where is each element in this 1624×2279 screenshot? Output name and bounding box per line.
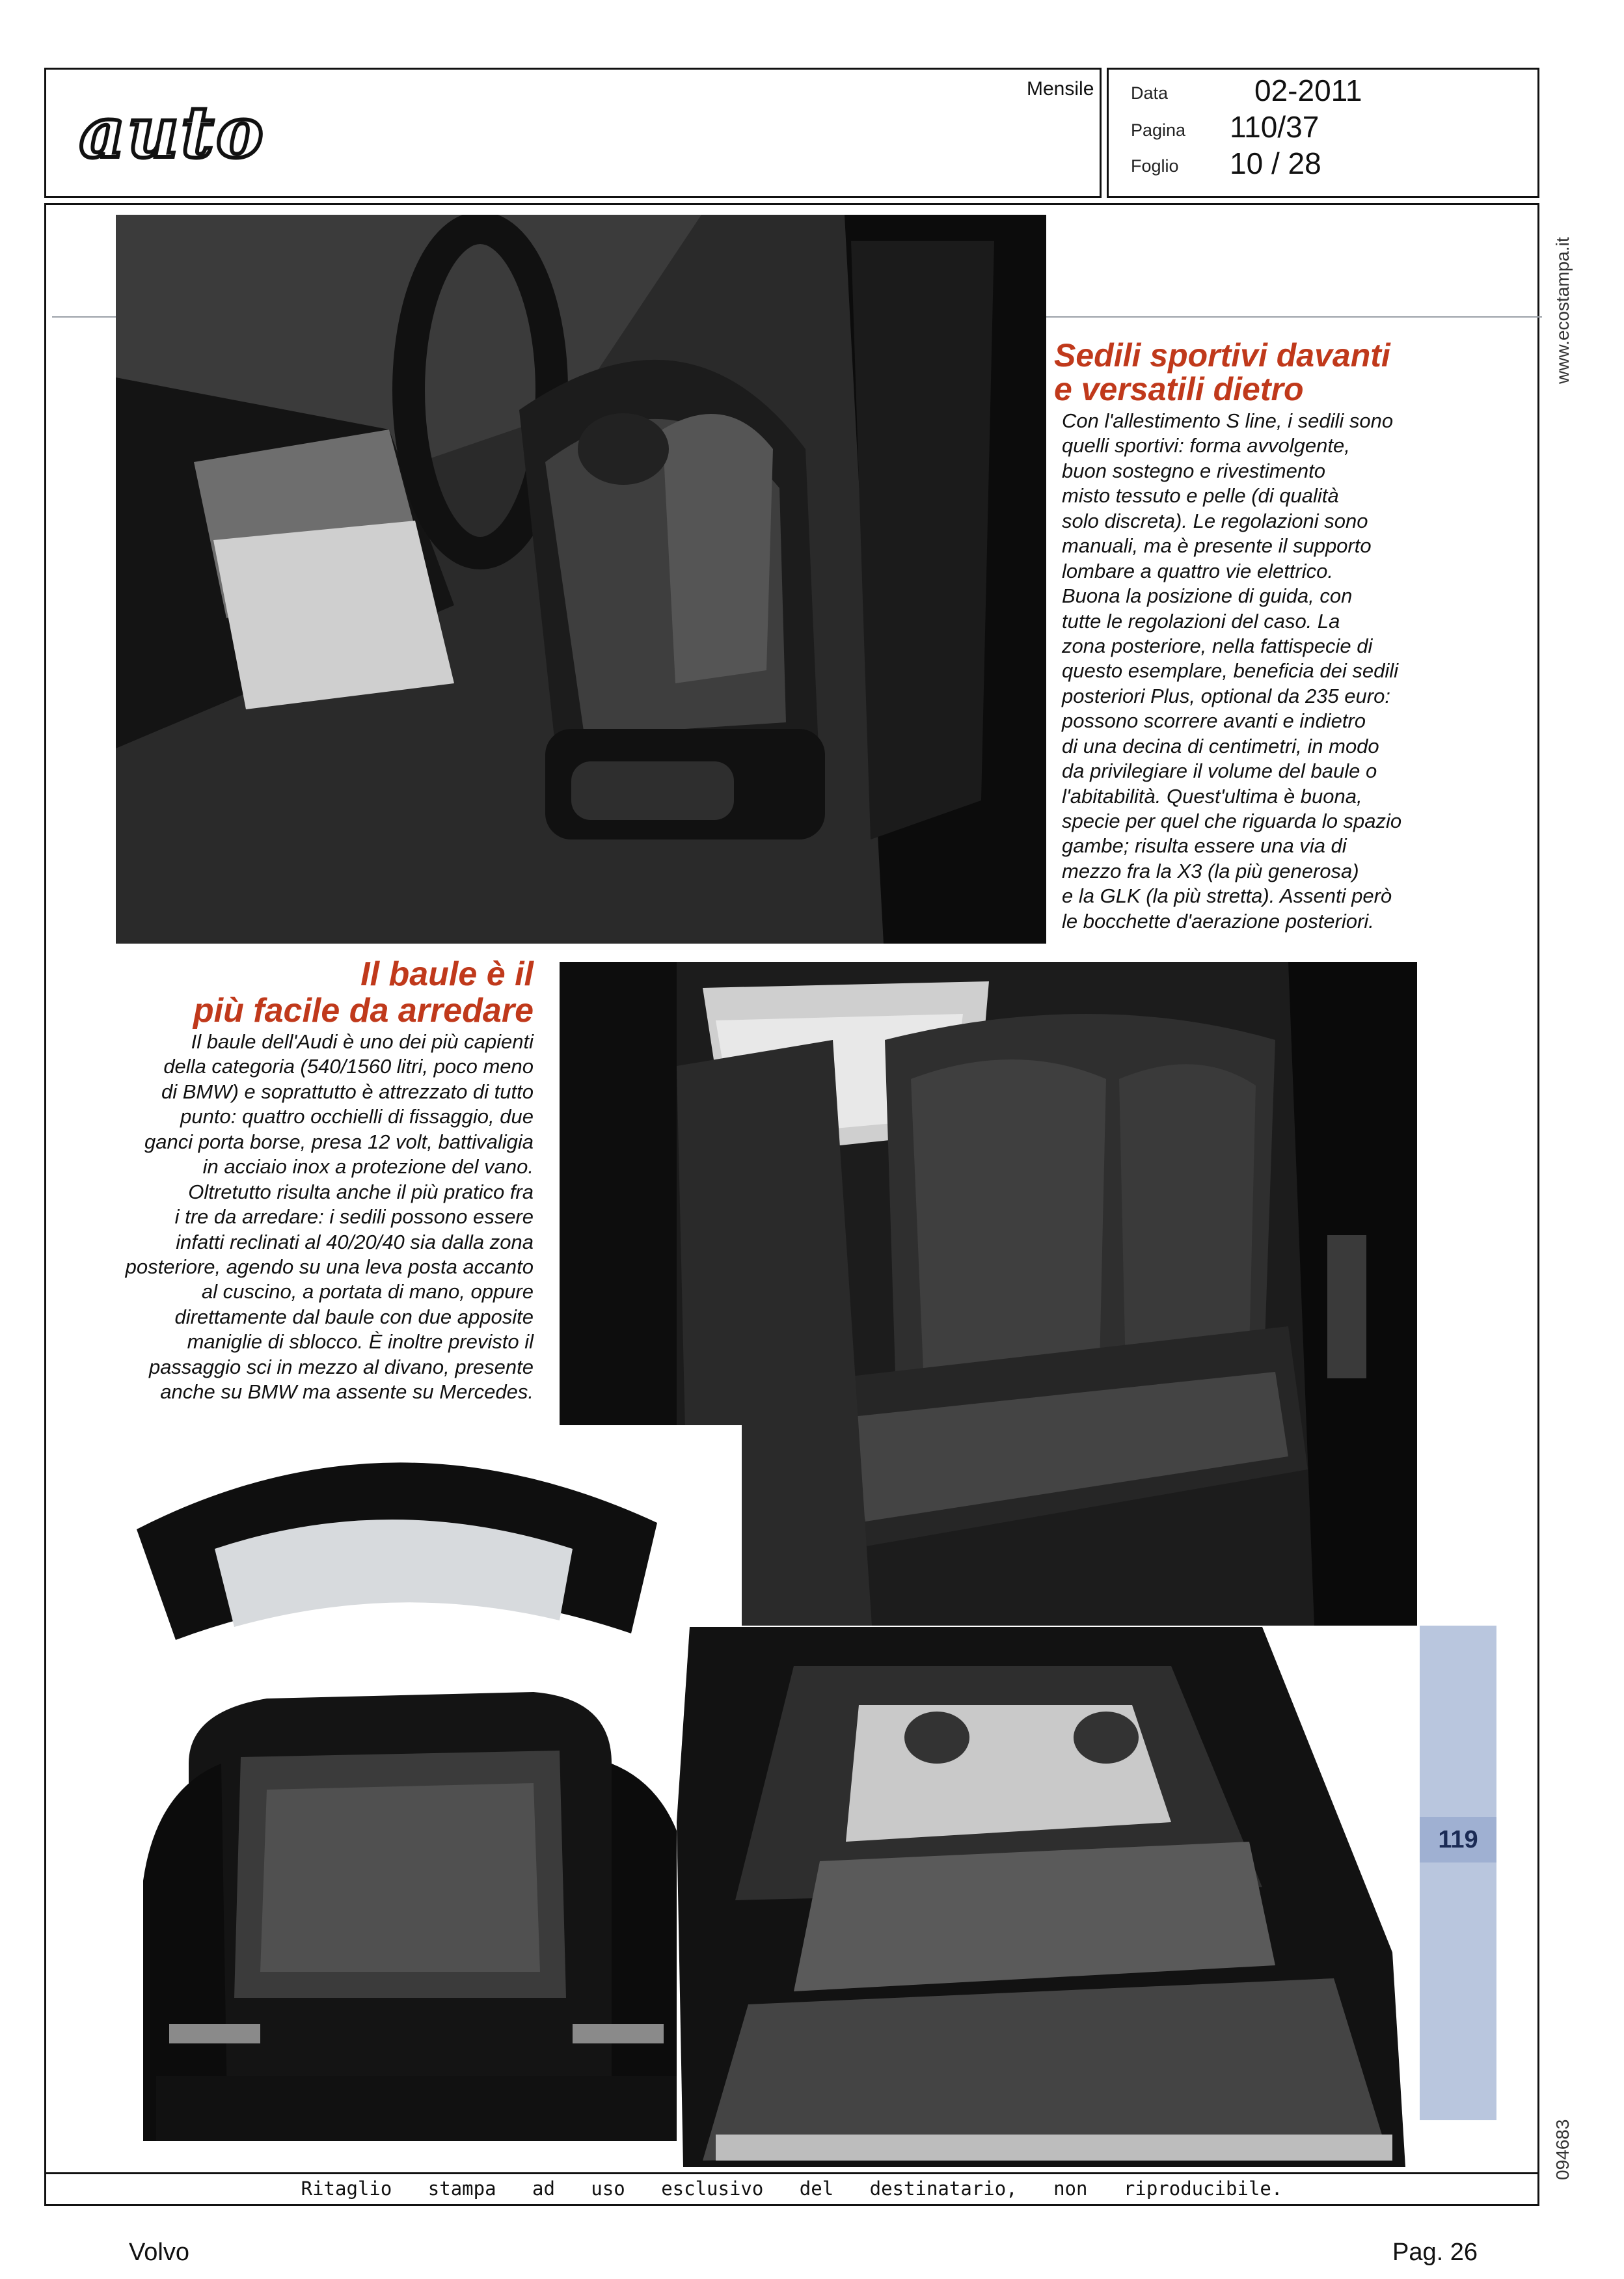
text-line: al cuscino, a portata di mano, oppure: [201, 1280, 534, 1303]
text-line: anche su BMW ma assente su Mercedes.: [160, 1380, 534, 1404]
text-line: della categoria (540/1560 litri, poco meno: [163, 1055, 534, 1078]
text-line: e la GLK (la più stretta). Assenti però: [1062, 884, 1392, 908]
headline-trunk-2: più facile da arredare: [193, 992, 534, 1030]
photo-cargo-area: [677, 1627, 1418, 2167]
text-line: gambe; risulta essere una via di: [1062, 834, 1347, 858]
text-line: ganci porta borse, presa 12 volt, battivaligia: [144, 1130, 534, 1153]
text-line: Con l'allestimento S line, i sedili sono: [1062, 409, 1394, 432]
disclaimer-rule: [44, 2172, 1539, 2174]
footer-page-number: Pag. 26: [1392, 2239, 1478, 2266]
date-label: Data: [1131, 83, 1169, 103]
document-code-vertical: [1550, 2102, 1576, 2180]
text-line: in acciaio inox a protezione del vano.: [202, 1155, 534, 1179]
text-line: Buona la posizione di guida, con: [1062, 584, 1353, 608]
text-line: punto: quattro occhielli di fissaggio, due: [180, 1105, 534, 1128]
photo-tailgate-open: [117, 1425, 742, 2167]
footer-client-name: Volvo: [129, 2239, 189, 2266]
source-url-vertical: [1550, 221, 1576, 390]
text-line: manuali, ma è presente il supporto: [1062, 534, 1372, 558]
text-line: solo discreta). Le regolazioni sono: [1062, 509, 1368, 532]
article-front-seats-body: [1062, 409, 1426, 934]
text-line: da privilegiare il volume del baule o: [1062, 759, 1377, 783]
page-number-tab: 119: [1420, 1817, 1496, 1863]
photo-front-seats: [116, 215, 1046, 944]
page-value: 110/37: [1230, 110, 1320, 144]
text-line: le bocchette d'aerazione posteriori.: [1062, 909, 1374, 933]
page-tab: [1420, 1626, 1496, 2120]
text-line: passaggio sci in mezzo al divano, presente: [148, 1355, 534, 1378]
text-line: lombare a quattro vie elettrico.: [1062, 559, 1333, 582]
text-line: misto tessuto e pelle (di qualità: [1062, 484, 1339, 508]
sheet-label: Foglio: [1131, 156, 1179, 176]
headline-front-seats-2: e versatili dietro: [1054, 371, 1304, 407]
text-line: maniglie di sblocco. È inoltre previsto il: [187, 1330, 534, 1354]
document-code-text: 094683: [1552, 2119, 1573, 2180]
text-line: buon sostegno e rivestimento: [1062, 459, 1325, 482]
text-line: l'abitabilità. Quest'ultima è buona,: [1062, 784, 1362, 808]
source-url-text: www.ecostampa.it: [1552, 237, 1573, 384]
text-line: di BMW) e soprattutto è attrezzato di tutto: [161, 1080, 534, 1103]
text-line: tutte le regolazioni del caso. La: [1062, 609, 1340, 633]
date-value: 02-2011: [1254, 74, 1362, 107]
text-line: Oltretutto risulta anche il più pratico fra: [188, 1180, 534, 1203]
text-line: infatti reclinati al 40/20/40 sia dalla zona: [176, 1230, 534, 1253]
text-line: possono scorrere avanti e indietro: [1062, 709, 1366, 733]
page-label: Pagina: [1131, 120, 1186, 140]
text-line: quelli sportivi: forma avvolgente,: [1062, 434, 1350, 457]
text-line: specie per quel che riguarda lo spazio: [1062, 810, 1402, 832]
text-line: zona posteriore, nella fattispecie di: [1062, 634, 1373, 657]
header-divider: [1100, 68, 1109, 198]
article-trunk-body: [117, 1030, 534, 1405]
magazine-logo: auto: [79, 92, 266, 174]
text-line: i tre da arredare: i sedili possono essere: [174, 1205, 534, 1229]
text-line: posteriori Plus, optional da 235 euro:: [1062, 684, 1390, 707]
text-line: di una decina di centimetri, in modo: [1062, 734, 1379, 757]
text-line: mezzo fra la X3 (la più generosa): [1062, 859, 1359, 882]
disclaimer-text: Ritaglio stampa ad uso esclusivo del destinatario, non riproducibile.: [301, 2177, 1283, 2200]
sheet-value: 10 / 28: [1230, 146, 1321, 180]
text-line: direttamente dal baule con due apposite: [174, 1305, 534, 1328]
periodicity-label: Mensile: [1027, 78, 1094, 100]
text-line: posteriore, agendo su una leva posta accanto: [125, 1255, 534, 1278]
text-line: Il baule dell'Audi è uno dei più capienti: [191, 1030, 534, 1053]
headline-trunk-1: Il baule è il: [360, 955, 534, 993]
headline-front-seats-1: Sedili sportivi davanti: [1054, 337, 1390, 374]
text-line: questo esemplare, beneficia dei sedili: [1062, 659, 1398, 683]
